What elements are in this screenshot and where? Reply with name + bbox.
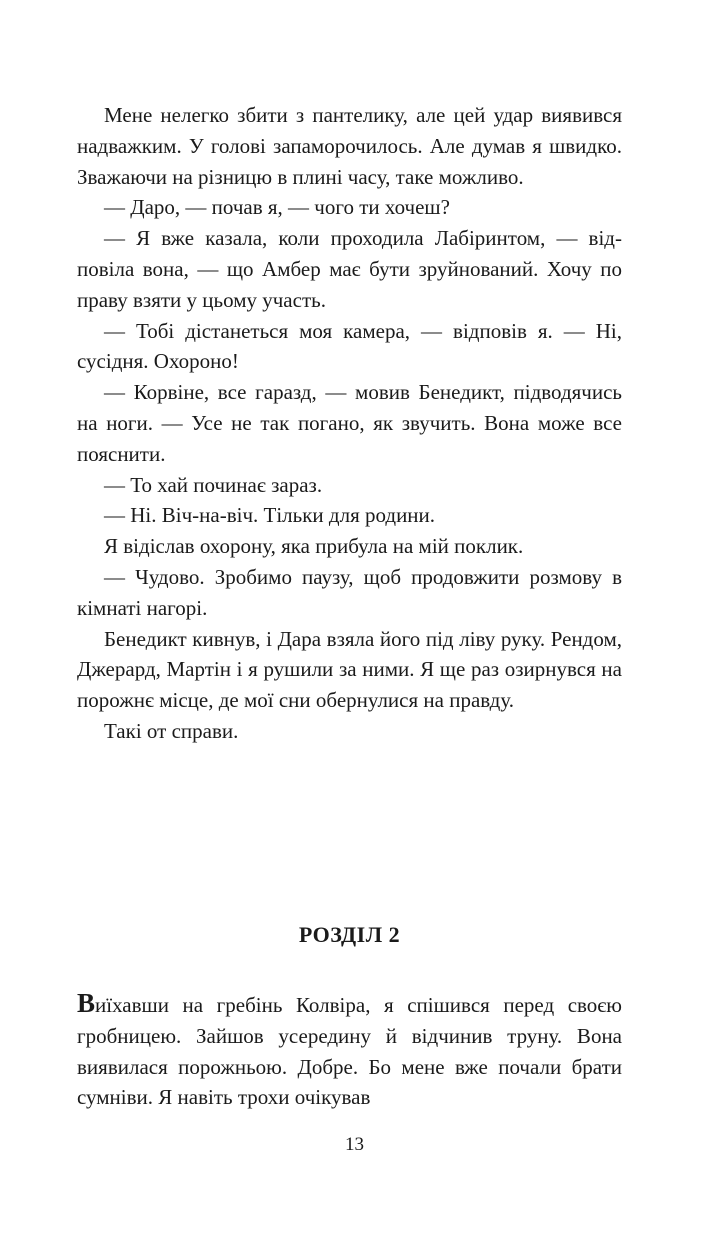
paragraph: — Тобі дістанеться моя камера, — відповів я. — Ні, сусідня. Охороно! [77, 318, 622, 374]
chapter-first-paragraph-text: иїхавши на гребінь Колвіра, я спішився перед своєю гробницею. Зайшов усередину й відчинив труну. Вона виявилася порожньою. Добре. Бо мене вже почали брати сумніви. Я навіть трохи очікував [77, 993, 622, 1110]
paragraph: — Корвіне, все гаразд, — мовив Бенедикт, підводячись на ноги. — Усе не так погано, як звучить. Вона може все пояснити. [77, 380, 622, 466]
chapter-title: РОЗДІЛ 2 [298, 922, 401, 947]
paragraph: — Даро, — почав я, — чого ти хочеш? [104, 195, 450, 220]
paragraph: — Чудово. Зробимо паузу, щоб продовжити розмову в кімнаті нагорі. [77, 564, 622, 620]
paragraph: — Ні. Віч-на-віч. Тільки для родини. [104, 503, 436, 528]
chapter-text [77, 988, 622, 1113]
paragraph: Мене нелегко збити з пантелику, але цей удар виявився надважким. У голові запаморочилось. Але думав я швидко. Зважаючи на різницю в плині часу, таке можливо. [77, 103, 622, 189]
paragraph: — То хай починає зараз. [104, 472, 323, 497]
text-body [77, 100, 622, 747]
paragraph: Бенедикт кивнув, і Дара взяла його під ліву руку. Рендом, Джерард, Мартін і я рушили за ними. Я ще раз озирнувся на порожнє місце, де мої сни обернулися на правду. [77, 626, 622, 713]
paragraph: Такі от справи. [104, 718, 239, 743]
drop-cap: В [77, 988, 96, 1018]
paragraph: — Я вже казала, коли проходила Лабіринтом, — відповіла вона, — що Амбер має бути зруйнований. Хочу по праву взяти у цьому участь. [77, 226, 622, 312]
page-number: 13 [345, 1134, 364, 1155]
paragraph: Я відіслав охорону, яка прибула на мій поклик. [104, 534, 524, 559]
chapter-first-paragraph [77, 988, 622, 1113]
